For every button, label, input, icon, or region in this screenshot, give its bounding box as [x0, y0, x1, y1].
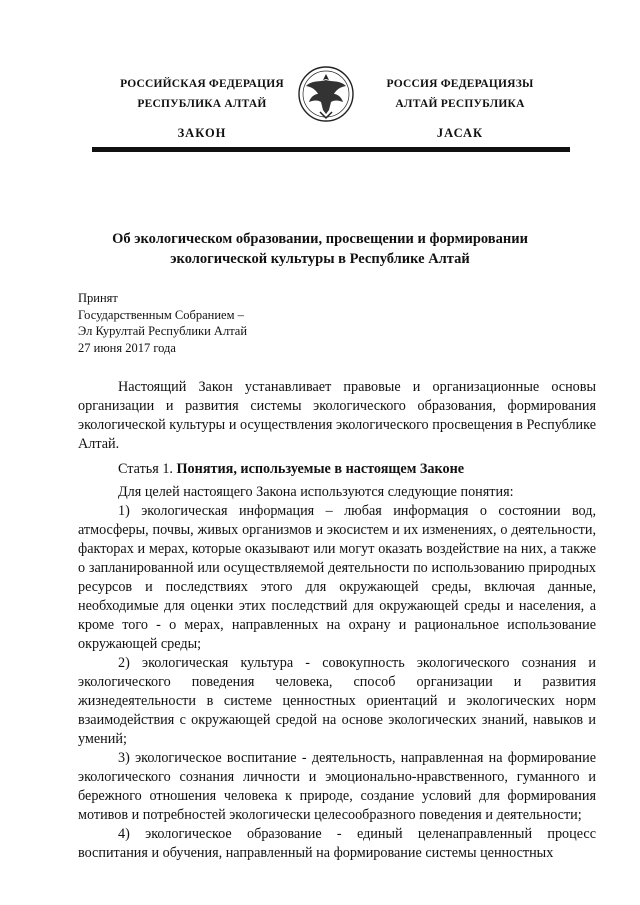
article-1-title: Понятия, используемые в настоящем Законе	[176, 461, 465, 477]
header-right-block	[385, 74, 535, 143]
header-left-block	[102, 74, 302, 143]
law-title-line-2: экологической культуры в Республике Алтай	[170, 251, 470, 267]
header-republic-alt: АЛТАЙ РЕСПУБЛИКА	[395, 98, 525, 110]
coat-of-arms-icon	[296, 60, 356, 130]
definition-item: 3) экологическое воспитание - деятельность, направленная на формирование экологического сознания личности и эмоционально-нравственного, гуманного и бережного отношения человека к природе, создание условий для формирования мотивов и потребностей экологически целесообразного поведения и деятельности;	[78, 750, 596, 823]
header-country-alt: РОССИЯ ФЕДЕРАЦИЯЗЫ	[386, 78, 534, 90]
law-title	[60, 229, 580, 269]
definition-item: 4) экологическое образование - единый целенаправленный процесс воспитания и обучения, направленный на формирование системы ценностных	[78, 826, 596, 861]
header-divider	[92, 147, 570, 152]
article-1-prefix: Статья 1.	[118, 461, 173, 477]
definition-item: 2) экологическая культура - совокупность экологического сознания и экологического поведения человека, способ организации и развития жизнедеятельности в системе ценностных ориентаций и экологических норм взаимодействия с окружающей средой на основе экологических знаний, навыков и умений;	[78, 655, 596, 747]
preamble-paragraph: Настоящий Закон устанавливает правовые и организационные основы организации и развития системы экологического образования, формирования экологической культуры и осуществления экологического просвещения в Республике Алтай.	[78, 379, 596, 452]
article-1-heading	[78, 460, 596, 479]
adoption-line-2: Государственным Собранием –	[78, 307, 244, 322]
header-country-ru: РОССИЙСКАЯ ФЕДЕРАЦИЯ	[120, 78, 284, 90]
adoption-line-3: Эл Курултай Республики Алтай	[78, 324, 248, 338]
law-title-line-1: Об экологическом образовании, просвещении и формировании	[112, 231, 528, 247]
adoption-line-1: Принят	[78, 291, 118, 305]
article-1-intro: Для целей настоящего Закона используются следующие понятия:	[118, 484, 514, 500]
header-law-ru: ЗАКОН	[177, 126, 227, 140]
header-law-alt: JАСАК	[436, 126, 484, 140]
adoption-block	[78, 290, 247, 356]
header-republic-ru: РЕСПУБЛИКА АЛТАЙ	[137, 98, 267, 110]
adoption-date: 27 июня 2017 года	[78, 340, 176, 355]
definition-item: 1) экологическая информация – любая информация о состоянии вод, атмосферы, почвы, живых организмов и экосистем и их изменениях, о деятельности, факторах и мерах, которые оказывают или могут оказать воздействие на них, а также о запланированной или осуществляемой деятельности по использованию природных ресурсов и последствиях этого для окружающей среды, включая данные, необходимые для оценки этих последствий для окружающей среды и населения, а кроме того - о мерах, направленных на охрану и рациональное использование окружающей среды;	[78, 503, 596, 652]
law-body	[78, 378, 596, 863]
